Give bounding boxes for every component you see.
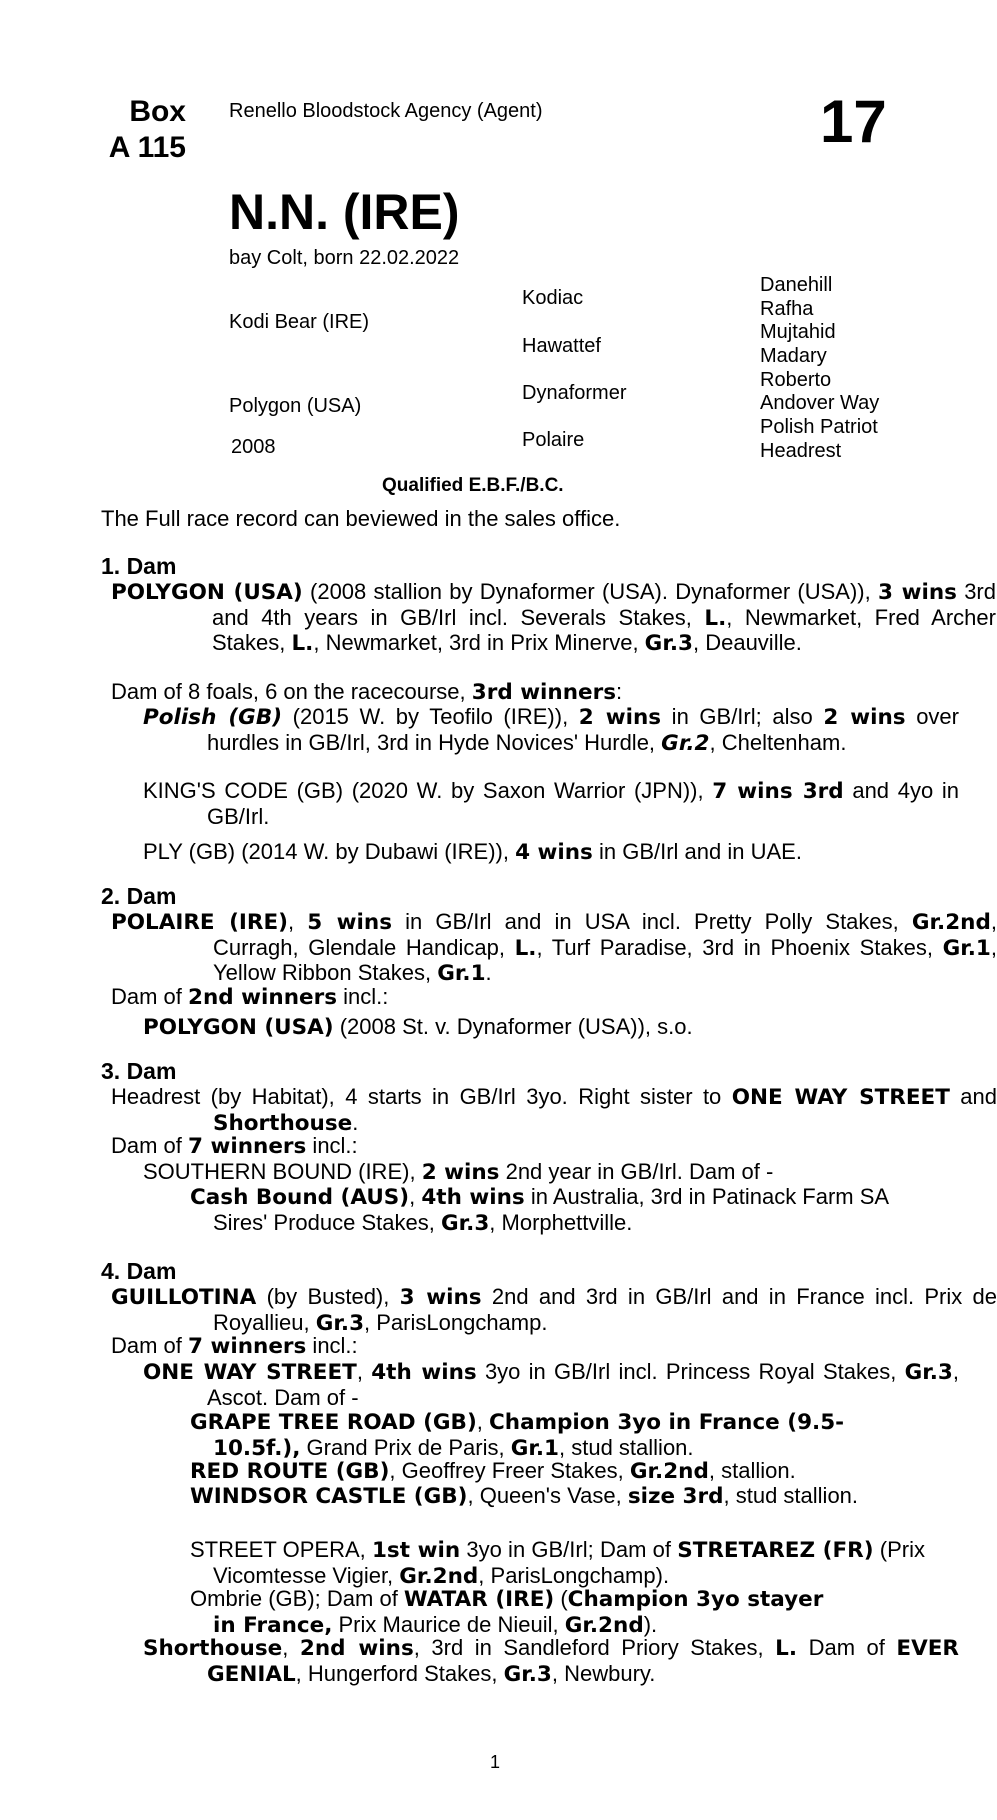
dam-name: POLAIRE (IRE) [111, 910, 288, 935]
highlight: Gr.2nd [399, 1563, 479, 1589]
race-record-note: The Full race record can beviewed in the sales office. [101, 506, 621, 531]
dam-entry [111, 580, 996, 657]
text: , ParisLongchamp). [478, 1562, 670, 1588]
pedigree-dam-year: 2008 [231, 436, 276, 458]
highlight: 4th wins [421, 1185, 525, 1210]
offspring-name: POLYGON (USA) [143, 1015, 334, 1040]
text: ( [554, 1586, 568, 1611]
section-heading: 2. Dam [101, 883, 177, 909]
text: , stud stallion. [723, 1483, 859, 1508]
text: , Newmarket, 3rd in Prix Minerve, [313, 630, 645, 655]
text: , [288, 909, 308, 934]
text: incl.: [306, 1333, 358, 1358]
pedigree-gen3-item: Headrest [760, 440, 842, 462]
pedigree-gen3-item: Polish Patriot [760, 416, 878, 438]
text: over hurdles in GB/Irl, 3rd in Hyde Novices' Hurdle, [207, 704, 959, 755]
text: PLY (GB) (2014 W. by Dubawi (IRE)), [143, 839, 516, 864]
highlight: L. [291, 631, 314, 656]
offspring-name: Cash Bound (AUS) [190, 1185, 410, 1210]
text: and [949, 1084, 997, 1109]
dam-entry [111, 910, 997, 987]
text: 3rd and 4th years in GB/Irl incl. Severals Stakes, [212, 579, 996, 630]
highlight: Gr.1 [510, 1435, 560, 1461]
text: Prix Maurice de Nieuil, [332, 1611, 565, 1637]
dam-of-line [111, 680, 895, 706]
pedigree-dam: Polygon (USA) [229, 395, 362, 417]
text: in Australia, 3rd in Patinack Farm SA Sires' Produce Stakes, [213, 1184, 888, 1235]
highlight: Gr.3 [315, 1310, 365, 1336]
pedigree-gen3-item: Mujtahid [760, 321, 836, 343]
pedigree-gen2-item: Dynaformer [522, 382, 627, 404]
text: Ombrie (GB); Dam of [190, 1586, 404, 1611]
text: , [282, 1635, 300, 1660]
offspring-name: RED ROUTE (GB) [190, 1459, 390, 1484]
text: incl.: [337, 984, 389, 1009]
text: 3yo in GB/Irl incl. Princess Royal Stakes, [476, 1359, 905, 1384]
pedigree-gen3-item: Rafha [760, 298, 814, 320]
text: , ParisLongchamp. [364, 1309, 548, 1335]
dam-of-line [111, 985, 895, 1011]
offspring-entry [143, 1015, 895, 1041]
offspring-entry [143, 1160, 895, 1186]
highlight: L. [775, 1636, 798, 1661]
text: , Cheltenham. [709, 729, 847, 755]
highlight: 2 wins [823, 705, 906, 730]
text: (2015 W. by Teofilo (IRE)), [282, 704, 579, 729]
text: (by Busted), [256, 1284, 400, 1309]
highlight: 2 wins [578, 705, 662, 730]
text: , Curragh, Glendale Handicap, [213, 909, 997, 960]
highlight: 7 winners [188, 1134, 307, 1159]
text: , [356, 1359, 372, 1384]
highlight: 2 wins [421, 1160, 500, 1185]
dam-name: GUILLOTINA [111, 1285, 257, 1310]
text: , [409, 1184, 422, 1209]
highlight: Gr.3 [904, 1360, 953, 1385]
text: , Turf Paradise, 3rd in Phoenix Stakes, [536, 934, 943, 960]
highlight: Shorthouse [213, 1110, 353, 1136]
text: Dam of 8 foals, 6 on the racecourse, [111, 679, 472, 704]
text: 2nd year in GB/Irl. Dam of - [499, 1159, 774, 1184]
highlight: Gr.3 [440, 1210, 490, 1236]
grand-offspring-entry [190, 1538, 925, 1589]
highlight: Gr.1 [437, 961, 486, 986]
highlight: 4th wins [371, 1360, 477, 1385]
pedigree-sire: Kodi Bear (IRE) [229, 311, 370, 333]
highlight: 4 wins [515, 840, 593, 865]
highlight: STRETAREZ (FR) [677, 1538, 874, 1563]
dam-entry [111, 1285, 997, 1336]
highlight: 7 winners [188, 1334, 307, 1359]
qualification-note: Qualified E.B.F./B.C. [382, 475, 564, 496]
highlight: ONE WAY STREET [731, 1085, 950, 1110]
highlight: EVER GENIAL [207, 1636, 959, 1687]
highlight: 7 wins 3rd [712, 779, 844, 804]
text: 3yo in GB/Irl; Dam of [460, 1537, 678, 1562]
text: STREET OPERA, [190, 1537, 372, 1562]
horse-description: bay Colt, born 22.02.2022 [229, 247, 460, 269]
pedigree-gen2-item: Kodiac [522, 287, 584, 309]
text: Dam of [111, 984, 189, 1009]
text: in GB/Irl and in UAE. [592, 839, 802, 864]
highlight [661, 731, 709, 756]
page-number: 1 [490, 1752, 501, 1772]
highlight: 3rd winners [471, 680, 617, 705]
text: . [485, 960, 492, 985]
section-heading: 4. Dam [101, 1258, 177, 1284]
highlight: 3 wins [399, 1285, 482, 1310]
highlight: Gr.3 [644, 631, 693, 656]
dam-entry [111, 1085, 997, 1136]
horse-name: N.N. (IRE) [229, 184, 460, 240]
text: SOUTHERN BOUND (IRE), [143, 1159, 422, 1184]
highlight: WATAR (IRE) [403, 1587, 555, 1612]
text: , Newbury. [551, 1660, 656, 1686]
text: , stud stallion. [559, 1434, 694, 1460]
text: (Prix Vicomtesse Vigier, [213, 1537, 925, 1588]
text: Dam of [111, 1333, 189, 1358]
offspring-entry [143, 705, 959, 756]
text: . [352, 1109, 359, 1135]
offspring-name: GRAPE TREE ROAD (GB) [190, 1410, 477, 1435]
italic-grade: Gr.2 [661, 730, 710, 756]
pedigree-gen3-item: Roberto [760, 369, 832, 391]
text: KING'S CODE (GB) (2020 W. by Saxon Warrior (JPN)), [143, 778, 713, 803]
dam-of-line [111, 1334, 895, 1360]
text: , 3rd in Sandleford Priory Stakes, [413, 1635, 776, 1660]
text: (2008 St. v. Dynaformer (USA)), s.o. [333, 1014, 693, 1039]
text: , stallion. [708, 1458, 796, 1483]
highlight: Gr.3 [503, 1661, 552, 1687]
text: and 4yo in GB/Irl. [207, 778, 960, 829]
highlight: Gr.1 [942, 935, 991, 961]
text: , Geoffrey Freer Stakes, [389, 1458, 630, 1483]
grand-offspring-entry [190, 1587, 853, 1638]
text: in GB/Irl and in USA incl. Pretty Polly Stakes, [392, 909, 912, 934]
grand-offspring-entry [190, 1410, 918, 1461]
highlight: 2nd winners [188, 985, 337, 1010]
pedigree-gen3-item: Andover Way [760, 392, 880, 414]
lot-number: 17 [820, 88, 887, 155]
text: , Yellow Ribbon Stakes, [213, 934, 997, 985]
text: , [476, 1409, 489, 1434]
pedigree-gen2-item: Hawattef [522, 335, 601, 357]
grand-offspring-entry [190, 1484, 895, 1510]
text: Dam of [797, 1635, 897, 1660]
text: Dam of [111, 1133, 189, 1158]
highlight: 3 wins [878, 580, 957, 605]
offspring-name: Shorthouse [143, 1636, 283, 1661]
highlight: L. [704, 605, 727, 631]
text: in GB/Irl; also [661, 704, 824, 729]
section-heading: 3. Dam [101, 1058, 177, 1084]
highlight: Champion 3yo stayer in France, [213, 1587, 824, 1638]
highlight: 1st win [371, 1538, 461, 1563]
offspring-entry [143, 840, 903, 866]
grand-offspring-entry [190, 1185, 918, 1236]
text: Headrest (by Habitat), 4 starts in GB/Irl 3yo. Right sister to [111, 1084, 732, 1109]
dam-name: POLYGON (USA) [111, 580, 303, 605]
text: : [616, 679, 623, 704]
highlight: Champion 3yo in France (9.5-10.5f.), [213, 1410, 845, 1461]
text: (2008 stallion by Dynaformer (USA). Dynaformer (USA)), [302, 579, 878, 604]
offspring-entry [143, 779, 959, 829]
text: incl.: [306, 1133, 358, 1158]
offspring-name: ONE WAY STREET [143, 1360, 357, 1385]
text: , Deauville. [692, 630, 802, 655]
section-heading: 1. Dam [101, 553, 177, 579]
agent-name: Renello Bloodstock Agency (Agent) [229, 100, 543, 122]
italic-name: Polish (GB) [143, 705, 283, 730]
text: 2nd and 3rd in GB/Irl and in France incl. Prix de Royallieu, [213, 1284, 997, 1335]
highlight: 2nd wins [299, 1636, 414, 1661]
offspring-name: WINDSOR CASTLE (GB) [190, 1484, 468, 1509]
text: ). [643, 1611, 658, 1637]
pedigree-gen3-item: Madary [760, 345, 827, 367]
highlight: Gr.2nd [564, 1612, 644, 1638]
pedigree-gen3-item: Danehill [760, 274, 833, 296]
pedigree-gen2-item: Polaire [522, 429, 585, 451]
highlight: L. [514, 935, 537, 961]
text: , Hungerford Stakes, [295, 1660, 504, 1686]
text: , Newmarket, Fred Archer Stakes, [212, 604, 996, 655]
highlight: Gr.2nd [629, 1459, 709, 1484]
text: , Ascot. Dam of - [207, 1359, 959, 1410]
box-label: Box [129, 95, 186, 128]
highlight: Gr.2nd [911, 910, 991, 935]
grand-offspring-entry [190, 1459, 900, 1485]
offspring-name [143, 705, 282, 730]
text: Grand Prix de Paris, [300, 1434, 511, 1460]
offspring-entry [143, 1360, 959, 1410]
box-number: A 115 [108, 131, 186, 164]
dam-of-line [111, 1134, 895, 1160]
offspring-entry [143, 1636, 959, 1687]
highlight: size 3rd [627, 1484, 724, 1509]
text: , Queen's Vase, [467, 1483, 628, 1508]
highlight: 5 wins [307, 910, 392, 935]
text: , Morphettville. [489, 1209, 633, 1235]
